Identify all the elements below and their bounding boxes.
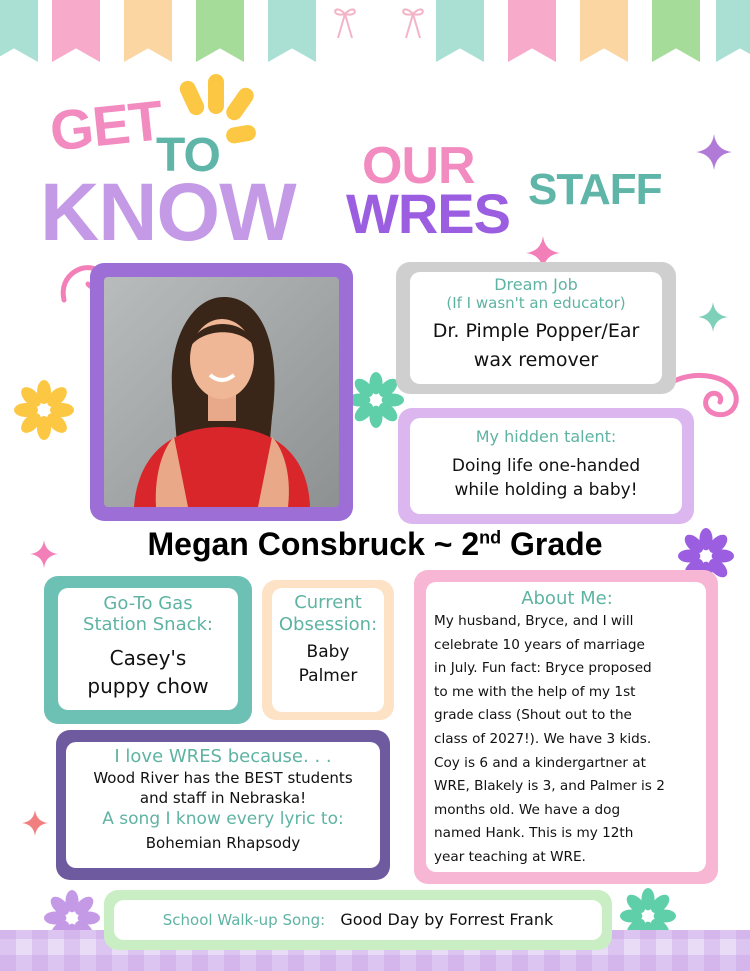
dream-job-title: Dream Job bbox=[494, 275, 578, 294]
song-answer: Bohemian Rhapsody bbox=[145, 834, 301, 852]
bunting-flag bbox=[580, 0, 628, 62]
sparkle-icon bbox=[22, 810, 48, 836]
dream-job-answer-2: wax remover bbox=[473, 349, 599, 371]
hidden-talent-answer: Doing life one-handed bbox=[451, 456, 641, 476]
bunting-flag bbox=[508, 0, 556, 62]
snack-answer-2: puppy chow bbox=[87, 674, 209, 698]
flower-icon bbox=[14, 380, 74, 440]
obsession-answer-2: Palmer bbox=[298, 666, 358, 686]
headline-wres: WRES bbox=[346, 182, 510, 245]
about-line: year teaching at WRE. bbox=[434, 848, 586, 865]
walkup-label: School Walk-up Song: bbox=[162, 911, 326, 929]
bunting-flag bbox=[124, 0, 172, 62]
dream-job-subtitle: (If I wasn't an educator) bbox=[446, 294, 626, 312]
bunting-flag bbox=[52, 0, 100, 62]
obsession-answer: Baby bbox=[306, 642, 350, 662]
snack-title: Go-To Gas bbox=[103, 593, 193, 614]
about-line: class of 2027!). We have 3 kids. bbox=[434, 730, 652, 747]
headline-our: OUR bbox=[362, 137, 475, 195]
portrait-photo bbox=[104, 277, 339, 507]
song-title: A song I know every lyric to: bbox=[102, 809, 344, 829]
about-line: grade class (Shout out to the bbox=[434, 707, 632, 724]
about-line: WRE, Blakely is 3, and Palmer is 2 bbox=[434, 778, 665, 795]
about-line: months old. We have a dog bbox=[434, 801, 621, 818]
staff-name: Megan Consbruck ~ 2nd Grade bbox=[147, 526, 603, 562]
obsession-title: Current bbox=[294, 592, 362, 613]
about-body bbox=[434, 610, 700, 870]
hidden-talent-card bbox=[398, 408, 694, 524]
walkup-card bbox=[104, 890, 612, 950]
bunting-flag bbox=[652, 0, 700, 62]
about-card bbox=[414, 570, 718, 884]
walkup-song: Good Day by Forrest Frank bbox=[340, 910, 554, 929]
about-line: Coy is 6 and a kindergartner at bbox=[434, 754, 646, 771]
love-answer-2: and staff in Nebraska! bbox=[139, 789, 307, 807]
snack-card bbox=[44, 576, 252, 724]
love-answer: Wood River has the BEST students bbox=[93, 769, 353, 787]
snack-answer: Casey's bbox=[109, 646, 187, 670]
bunting-flag bbox=[196, 0, 244, 62]
photo-frame bbox=[90, 263, 353, 521]
headline-to: TO bbox=[156, 129, 220, 182]
hidden-talent-answer-2: while holding a baby! bbox=[454, 480, 638, 500]
obsession-card bbox=[262, 580, 394, 720]
about-line: named Hank. This is my 12th bbox=[434, 825, 634, 842]
bunting-flag bbox=[716, 0, 750, 62]
dream-job-card bbox=[396, 262, 676, 394]
about-line: My husband, Bryce, and I will bbox=[434, 613, 634, 629]
about-line: to me with the help of my 1st bbox=[434, 683, 636, 700]
headline-staff: STAFF bbox=[528, 165, 662, 214]
dream-job-answer: Dr. Pimple Popper/Ear bbox=[432, 320, 640, 342]
sparkle-icon bbox=[698, 302, 728, 332]
bunting-flag bbox=[268, 0, 316, 62]
headline-know: KNOW bbox=[40, 167, 296, 258]
about-title: About Me: bbox=[521, 588, 613, 609]
bunting-flag bbox=[0, 0, 38, 62]
bow-icon bbox=[396, 0, 430, 40]
headline-get: GET bbox=[46, 88, 166, 163]
bow-icon bbox=[328, 0, 362, 40]
about-line: in July. Fun fact: Bryce proposed bbox=[434, 660, 652, 677]
obsession-title-2: Obsession: bbox=[278, 614, 378, 635]
love-title: I love WRES because. . . bbox=[114, 746, 332, 767]
bunting-flag bbox=[436, 0, 484, 62]
love-card bbox=[56, 730, 390, 880]
hidden-talent-title: My hidden talent: bbox=[475, 427, 617, 446]
snack-title-2: Station Snack: bbox=[83, 614, 213, 635]
about-line: celebrate 10 years of marriage bbox=[434, 636, 645, 653]
sparkle-icon bbox=[696, 134, 732, 170]
